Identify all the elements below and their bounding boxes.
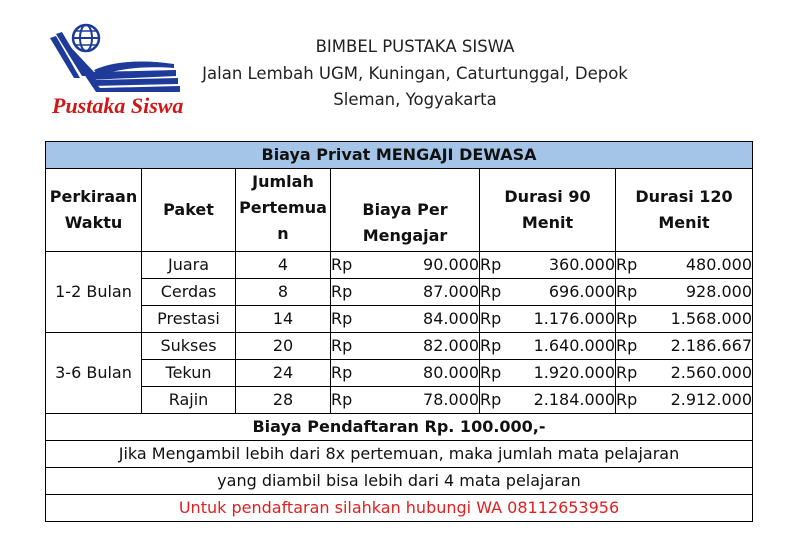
biaya-cell [331, 279, 480, 306]
amount-value: 82.000 [423, 336, 479, 355]
table-title: Biaya Privat MENGAJI DEWASA [46, 142, 753, 169]
currency-label: Rp [480, 255, 502, 274]
pustaka-siswa-logo [46, 20, 186, 120]
durasi-120-cell [616, 279, 753, 306]
address-line-1: Jalan Lembah UGM, Kuningan, Caturtunggal, Depok [202, 64, 628, 83]
waktu-cell: 1-2 Bulan [46, 252, 142, 333]
paket-cell: Prestasi [142, 306, 236, 333]
durasi-90-cell [480, 306, 616, 333]
address-line-2: Sleman, Yogyakarta [333, 90, 497, 109]
amount-value: 360.000 [548, 255, 615, 274]
amount-value: 696.000 [548, 282, 615, 301]
header-durasi-90: Durasi 90 Menit [480, 169, 616, 252]
table-row [46, 252, 753, 279]
table-row [46, 360, 753, 387]
amount-value: 84.000 [423, 309, 479, 328]
contact-info: Untuk pendaftaran silahkan hubungi WA 08112653956 [46, 495, 753, 522]
table-row [46, 279, 753, 306]
book-stripes [50, 32, 180, 92]
jumlah-cell: 8 [236, 279, 331, 306]
header-durasi-120: Durasi 120 Menit [616, 169, 753, 252]
currency-label: Rp [480, 363, 502, 382]
currency-label: Rp [616, 255, 638, 274]
biaya-cell [331, 360, 480, 387]
currency-label: Rp [331, 336, 353, 355]
globe-icon [73, 25, 99, 51]
column-headers [46, 169, 753, 252]
currency-label: Rp [480, 336, 502, 355]
header-jumlah-pertemuan: Jumlah Pertemua n [236, 169, 331, 252]
note-line-2: yang diambil bisa lebih dari 4 mata pelajaran [46, 468, 753, 495]
table-row [46, 387, 753, 414]
waktu-cell: 3-6 Bulan [46, 333, 142, 414]
jumlah-cell: 4 [236, 252, 331, 279]
jumlah-cell: 20 [236, 333, 331, 360]
paket-cell: Cerdas [142, 279, 236, 306]
biaya-cell [331, 333, 480, 360]
institution-name: BIMBEL PUSTAKA SISWA [315, 37, 515, 56]
amount-value: 2.912.000 [670, 390, 752, 409]
biaya-cell [331, 387, 480, 414]
fee-table [45, 141, 753, 522]
durasi-90-cell [480, 333, 616, 360]
amount-value: 1.640.000 [533, 336, 615, 355]
currency-label: Rp [616, 390, 638, 409]
paket-cell: Rajin [142, 387, 236, 414]
amount-value: 2.184.000 [533, 390, 615, 409]
amount-value: 928.000 [685, 282, 752, 301]
jumlah-cell: 24 [236, 360, 331, 387]
paket-cell: Sukses [142, 333, 236, 360]
amount-value: 87.000 [423, 282, 479, 301]
header-perkiraan-waktu: Perkiraan Waktu [46, 169, 142, 252]
currency-label: Rp [331, 282, 353, 301]
durasi-90-cell [480, 279, 616, 306]
durasi-120-cell [616, 360, 753, 387]
currency-label: Rp [331, 363, 353, 382]
amount-value: 480.000 [685, 255, 752, 274]
note-line-1: Jika Mengambil lebih dari 8x pertemuan, maka jumlah mata pelajaran [46, 441, 753, 468]
currency-label: Rp [480, 282, 502, 301]
biaya-cell [331, 252, 480, 279]
durasi-120-cell [616, 252, 753, 279]
durasi-120-cell [616, 387, 753, 414]
logo-text: Pustaka Siswa [52, 93, 184, 118]
amount-value: 1.568.000 [670, 309, 752, 328]
currency-label: Rp [480, 390, 502, 409]
currency-label: Rp [480, 309, 502, 328]
durasi-90-cell [480, 360, 616, 387]
amount-value: 90.000 [423, 255, 479, 274]
currency-label: Rp [616, 336, 638, 355]
jumlah-cell: 14 [236, 306, 331, 333]
currency-label: Rp [331, 309, 353, 328]
currency-label: Rp [616, 309, 638, 328]
currency-label: Rp [616, 282, 638, 301]
durasi-90-cell [480, 252, 616, 279]
amount-value: 1.176.000 [533, 309, 615, 328]
paket-cell: Tekun [142, 360, 236, 387]
jumlah-cell: 28 [236, 387, 331, 414]
biaya-cell [331, 306, 480, 333]
paket-cell: Juara [142, 252, 236, 279]
amount-value: 2.560.000 [670, 363, 752, 382]
currency-label: Rp [616, 363, 638, 382]
table-row [46, 306, 753, 333]
table-row [46, 333, 753, 360]
amount-value: 80.000 [423, 363, 479, 382]
currency-label: Rp [331, 390, 353, 409]
durasi-120-cell [616, 333, 753, 360]
amount-value: 1.920.000 [533, 363, 615, 382]
amount-value: 78.000 [423, 390, 479, 409]
header-biaya-per-mengajar: Biaya Per Mengajar [331, 169, 480, 252]
registration-fee: Biaya Pendaftaran Rp. 100.000,- [46, 414, 753, 441]
durasi-90-cell [480, 387, 616, 414]
currency-label: Rp [331, 255, 353, 274]
amount-value: 2.186.667 [670, 336, 752, 355]
header-paket: Paket [142, 169, 236, 252]
durasi-120-cell [616, 306, 753, 333]
